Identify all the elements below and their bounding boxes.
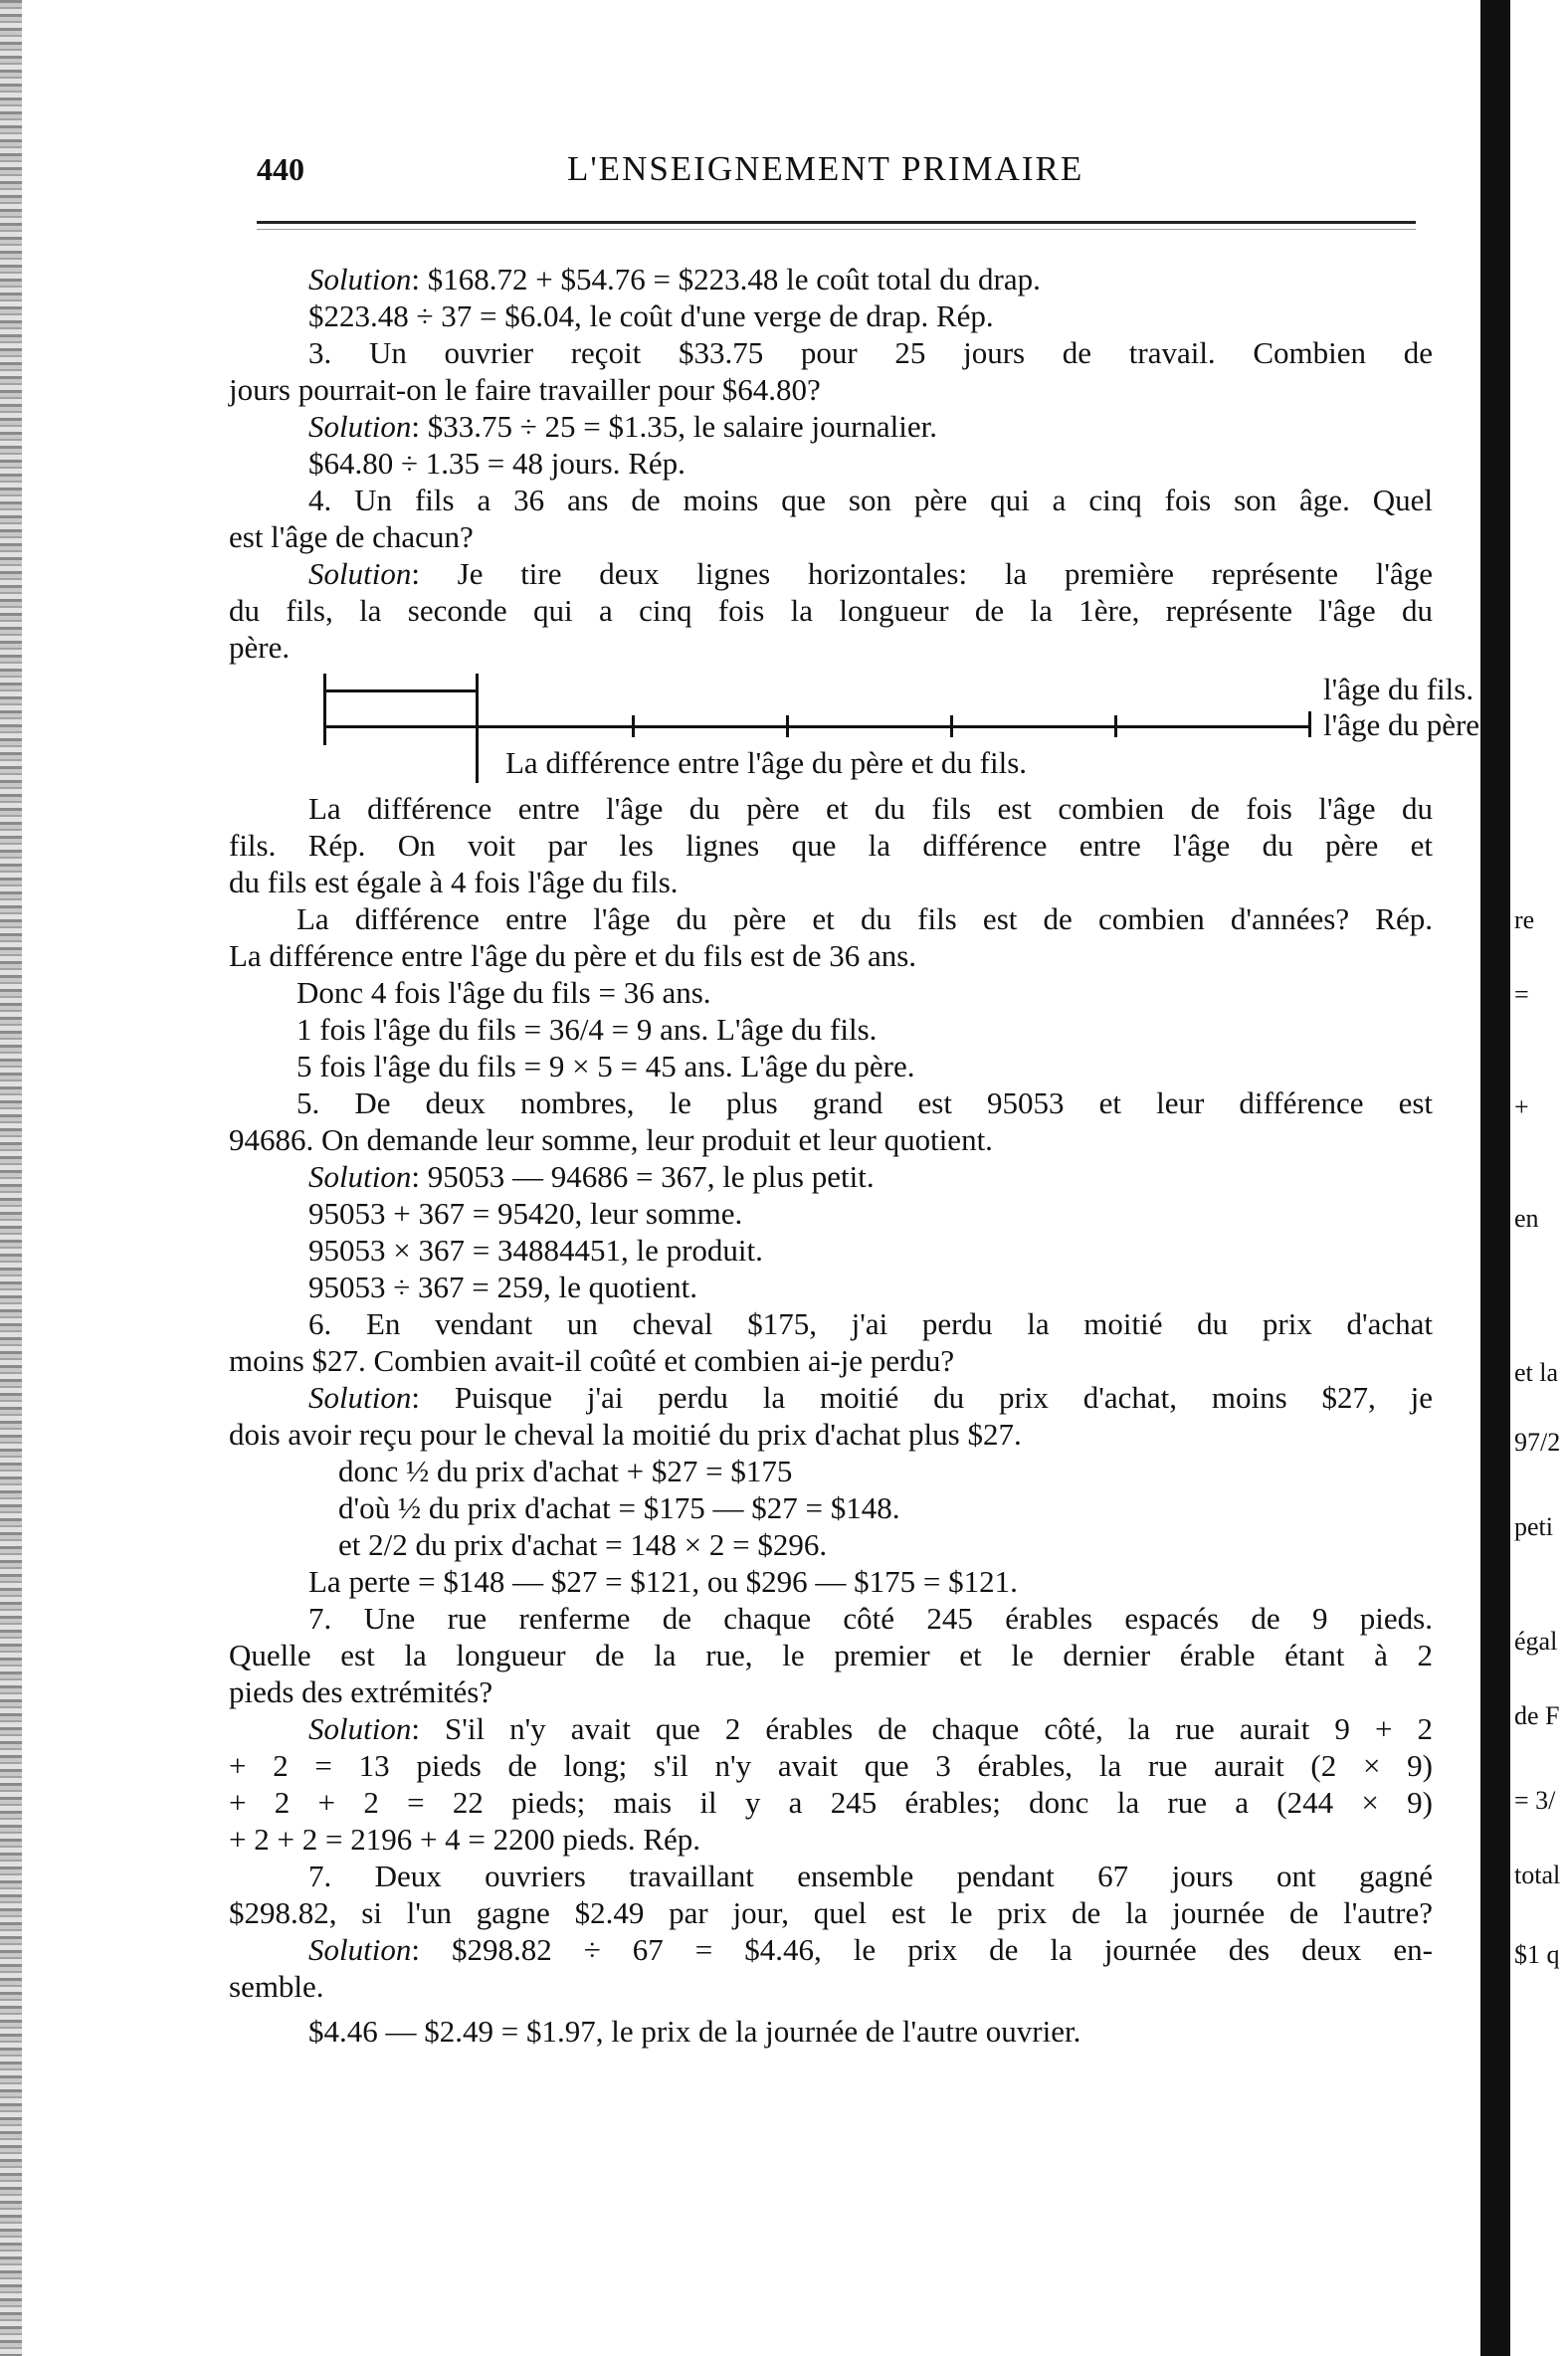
text-line: Solution: 95053 — 94686 = 367, le plus petit. <box>308 1159 875 1194</box>
margin-fragment: total <box>1514 1861 1561 1889</box>
diagram-left-tick <box>323 674 326 745</box>
text-line: La différence entre l'âge du père et du fils est de combien d'années? Rép. <box>296 901 1433 936</box>
page-body <box>229 261 1487 2050</box>
text-line: et 2/2 du prix d'achat = 148 × 2 = $296. <box>338 1527 828 1562</box>
text-line: 6. En vendant un cheval $175, j'ai perdu la moitié du prix d'achat <box>308 1306 1433 1341</box>
text-line: Solution: Puisque j'ai perdu la moitié du prix d'achat, moins $27, je <box>308 1380 1433 1415</box>
book-page <box>229 139 1487 2049</box>
text-line: du fils est égale à 4 fois l'âge du fils. <box>229 865 679 899</box>
header-rule-thin <box>257 229 1416 230</box>
text-line: Solution: $33.75 ÷ 25 = $1.35, le salaire journalier. <box>308 409 938 444</box>
text-line: moins $27. Combien avait-il coûté et combien ai-je perdu? <box>229 1343 955 1378</box>
page-number: 440 <box>257 151 304 187</box>
text-line: 7. Une rue renferme de chaque côté 245 érables espacés de 9 pieds. <box>308 1601 1433 1636</box>
text-line: pieds des extrémités? <box>229 1674 493 1709</box>
scan-left-edge <box>0 0 22 2356</box>
text-line: Quelle est la longueur de la rue, le premier et le dernier érable étant à 2 <box>229 1638 1433 1672</box>
father-line-tick <box>632 715 635 737</box>
text-line: $4.46 — $2.49 = $1.97, le prix de la journée de l'autre ouvrier. <box>308 2014 1081 2049</box>
text-line: semble. <box>229 1969 324 2004</box>
margin-fragment: de F <box>1514 1701 1560 1730</box>
text-line: 1 fois l'âge du fils = 36/4 = 9 ans. L'âge du fils. <box>296 1012 878 1047</box>
son-line <box>323 689 476 692</box>
diagram-label-father: l'âge du père. <box>1323 707 1487 742</box>
age-line-diagram <box>229 672 1487 786</box>
text-line: père. <box>229 630 291 665</box>
margin-fragment: 97/2 <box>1514 1428 1561 1457</box>
diagram-label-difference: La différence entre l'âge du père et du fils. <box>505 745 1028 780</box>
scan-binding-shadow <box>1480 0 1510 2356</box>
text-line: d'où ½ du prix d'achat = $175 — $27 = $148. <box>338 1490 900 1525</box>
text-line: 4. Un fils a 36 ans de moins que son père qui a cinq fois son âge. Quel <box>308 483 1433 517</box>
text-line: + 2 + 2 = 22 pieds; mais il y a 245 érables; donc la rue a (244 × 9) <box>229 1785 1433 1820</box>
margin-fragment: égal <box>1514 1627 1558 1656</box>
margin-fragment: $1 q <box>1514 1940 1560 1969</box>
running-head: L'ENSEIGNEMENT PRIMAIRE <box>567 149 1084 188</box>
text-line: + 2 + 2 = 2196 + 4 = 2200 pieds. Rép. <box>229 1822 701 1857</box>
margin-fragment: = 3/ <box>1514 1786 1556 1815</box>
text-line: 95053 + 367 = 95420, leur somme. <box>308 1196 743 1231</box>
text-line: du fils, la seconde qui a cinq fois la longueur de la 1ère, représente l'âge du <box>229 593 1433 628</box>
text-line: $223.48 ÷ 37 = $6.04, le coût d'une verge de drap. Rép. <box>308 298 994 333</box>
father-line-tick <box>1114 715 1117 737</box>
margin-fragment: + <box>1514 1092 1529 1121</box>
text-line: Solution: $168.72 + $54.76 = $223.48 le coût total du drap. <box>308 262 1041 296</box>
father-line-tick <box>786 715 789 737</box>
text-line: Solution: $298.82 ÷ 67 = $4.46, le prix de la journée des deux en- <box>308 1932 1433 1967</box>
text-line: La différence entre l'âge du père et du fils est de 36 ans. <box>229 938 917 973</box>
margin-fragment: = <box>1514 980 1529 1009</box>
text-line: 5. De deux nombres, le plus grand est 95053 et leur différence est <box>296 1085 1433 1120</box>
header-rule <box>257 221 1416 224</box>
text-line: 3. Un ouvrier reçoit $33.75 pour 25 jours de travail. Combien de <box>308 335 1433 370</box>
text-line: 94686. On demande leur somme, leur produit et leur quotient. <box>229 1122 993 1157</box>
margin-fragment: re <box>1514 905 1535 934</box>
text-line: Donc 4 fois l'âge du fils = 36 ans. <box>296 975 711 1010</box>
text-line: + 2 = 13 pieds de long; s'il n'y avait que 3 érables, la rue aurait (2 × 9) <box>229 1748 1433 1783</box>
text-line: 5 fois l'âge du fils = 9 × 5 = 45 ans. L'âge du père. <box>296 1049 915 1083</box>
text-line: $298.82, si l'un gagne $2.49 par jour, quel est le prix de la journée de l'autre? <box>229 1895 1433 1930</box>
text-line: dois avoir reçu pour le cheval la moitié du prix d'achat plus $27. <box>229 1417 1022 1452</box>
margin-fragment: peti <box>1514 1512 1553 1541</box>
text-line: donc ½ du prix d'achat + $27 = $175 <box>338 1454 793 1488</box>
text-line: $64.80 ÷ 1.35 = 48 jours. Rép. <box>308 446 686 481</box>
text-line: Solution: Je tire deux lignes horizontales: la première représente l'âge <box>308 556 1433 591</box>
margin-fragment: et la <box>1514 1358 1559 1387</box>
father-line-end-tick <box>1308 711 1311 737</box>
text-line: Solution: S'il n'y avait que 2 érables de chaque côté, la rue aurait 9 + 2 <box>308 1711 1433 1746</box>
margin-fragment: en <box>1514 1204 1539 1233</box>
text-line: 95053 ÷ 367 = 259, le quotient. <box>308 1270 697 1304</box>
text-line: La différence entre l'âge du père et du fils est combien de fois l'âge du <box>308 791 1433 826</box>
diagram-label-son: l'âge du fils. <box>1323 672 1474 706</box>
father-line-tick <box>950 715 953 737</box>
text-line: fils. Rép. On voit par les lignes que la différence entre l'âge du père et <box>229 828 1433 863</box>
text-line: jours pourrait-on le faire travailler pour $64.80? <box>229 372 821 407</box>
page-header <box>229 139 1433 199</box>
diagram-divider <box>476 674 479 783</box>
text-line: La perte = $148 — $27 = $121, ou $296 — $175 = $121. <box>308 1564 1018 1599</box>
text-line: est l'âge de chacun? <box>229 519 474 554</box>
text-line: 7. Deux ouvriers travaillant ensemble pendant 67 jours ont gagné <box>308 1859 1433 1893</box>
adjacent-page-fragment <box>1510 0 1568 2356</box>
text-line: 95053 × 367 = 34884451, le produit. <box>308 1233 763 1268</box>
father-line <box>323 725 1308 728</box>
